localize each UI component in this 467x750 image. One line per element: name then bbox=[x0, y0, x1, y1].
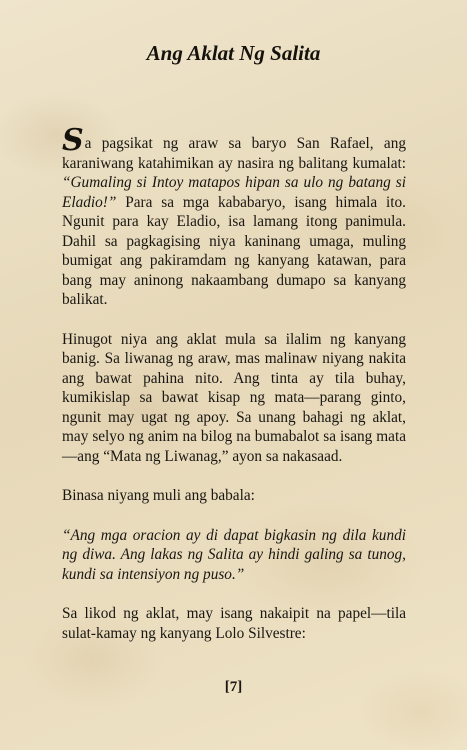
paragraph-5: Sa likod ng aklat, may isang nakaipit na papel—tila sulat-kamay ng kanyang Lolo Silvestre: bbox=[62, 605, 406, 642]
chapter-title: Ang Aklat Ng Salita bbox=[146, 41, 321, 65]
paragraph-3: Binasa niyang muli ang babala: bbox=[62, 487, 255, 504]
paragraph-1-text-b: Para sa mga kababaryo, isang himala ito. Ngunit para kay Eladio, isa lamang itong panimula. Dahil sa pagkagising niya kaninang umaga, muling bumigat ang pakiramdam ng kanyang katawan, para bang may aninong nakaambang dumapo sa kanyang balikat. bbox=[62, 193, 406, 308]
page-number: [7] bbox=[224, 679, 243, 695]
paragraph-2: Hinugot niya ang aklat mula sa ilalim ng kanyang banig. Sa liwanag ng araw, mas malinaw niyang nakita ang bawat pahina nito. Ang tinta ay tila buhay, kumikislap sa bawat kisap ng mata—parang ginto, ngunit may ugat ng apoy. Sa unang bahagi ng aklat, may selyo ng anim na bilog na bumabalot sa isang mata—ang “Mata ng Liwanag,” ayon sa nakasaad. bbox=[62, 330, 406, 465]
drop-cap: S bbox=[62, 123, 84, 158]
paragraph-1 bbox=[62, 123, 406, 310]
paragraph-1-text-a: a pagsikat ng araw sa baryo San Rafael, ang karaniwang katahimikan ay nasira ng balitang kumalat: bbox=[62, 135, 406, 172]
chapter-body bbox=[62, 123, 406, 663]
paragraph-4-warning-quote: “Ang mga oracion ay di dapat bigkasin ng dila kundi ng diwa. Ang lakas ng Salita ay hindi galing sa tunog, kundi sa intensiyon ng puso.” bbox=[62, 526, 406, 583]
paragraph-1-quote: “Gumaling si Intoy matapos hipan sa ulo ng batang si Eladio!” bbox=[62, 174, 406, 211]
